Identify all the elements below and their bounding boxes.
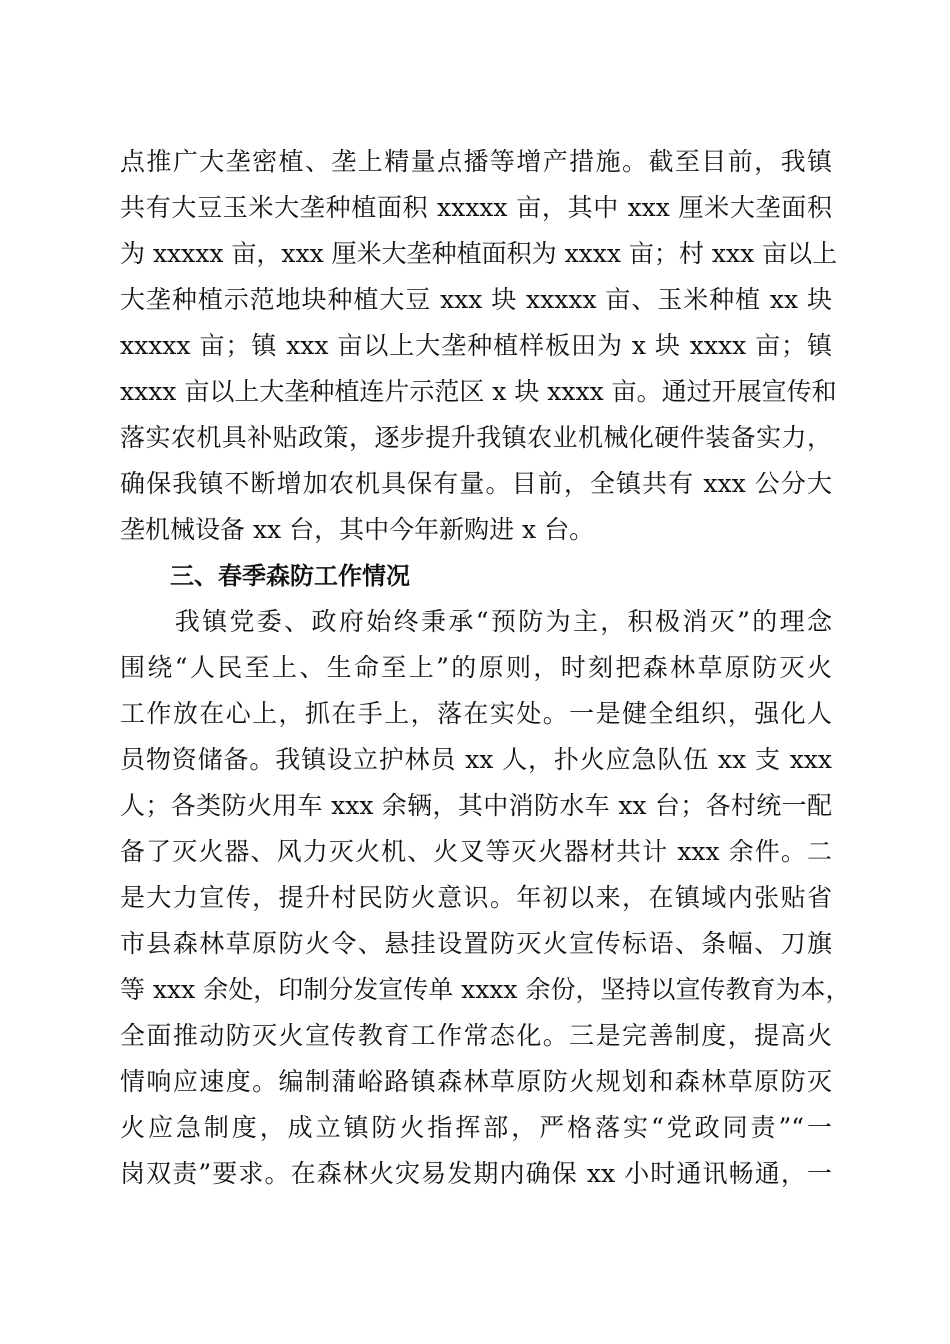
paragraph-line: 确保我镇不断增加农机具保有量。目前，全镇共有 xxx 公分大: [120, 469, 832, 498]
paragraph-line: 备了灭火器、风力灭火机、火叉等灭火器材共计 xxx 余件。二: [120, 837, 832, 866]
paragraph-line: xxxx 亩以上大垄种植连片示范区 x 块 xxxx 亩。通过开展宣传和: [120, 377, 837, 406]
paragraph-line: 共有大豆玉米大垄种植面积 xxxxx 亩，其中 xxx 厘米大垄面积: [120, 193, 832, 222]
paragraph-line: 围绕“人民至上、生命至上”的原则，时刻把森林草原防灭火: [120, 653, 832, 682]
paragraph-line: 情响应速度。编制蒲峪路镇森林草原防火规划和森林草原防灭: [120, 1067, 832, 1096]
paragraph-line: xxxxx 亩；镇 xxx 亩以上大垄种植样板田为 x 块 xxxx 亩；镇: [120, 331, 832, 360]
paragraph-line: 我镇党委、政府始终秉承“预防为主，积极消灭”的理念: [120, 607, 832, 636]
paragraph-line: 是大力宣传，提升村民防火意识。年初以来，在镇域内张贴省: [120, 883, 832, 912]
paragraph-line: 垄机械设备 xx 台，其中今年新购进 x 台。: [120, 515, 595, 544]
paragraph-line: 员物资储备。我镇设立护林员 xx 人，扑火应急队伍 xx 支 xxx: [120, 745, 832, 774]
paragraph-line: 点推广大垄密植、垄上精量点播等增产措施。截至目前，我镇: [120, 147, 832, 176]
paragraph-line: 为 xxxxx 亩，xxx 厘米大垄种植面积为 xxxx 亩；村 xxx 亩以上: [120, 239, 838, 268]
paragraph-line: 等 xxx 余处，印制分发宣传单 xxxx 余份，坚持以宣传教育为本，: [120, 975, 851, 1004]
paragraph-line: 岗双责”要求。在森林火灾易发期内确保 xx 小时通讯畅通，一: [120, 1159, 832, 1188]
paragraph-line: 工作放在心上，抓在手上，落在实处。一是健全组织，强化人: [120, 699, 832, 728]
paragraph-line: 落实农机具补贴政策，逐步提升我镇农业机械化硬件装备实力，: [120, 423, 832, 452]
paragraph-line: 全面推动防灭火宣传教育工作常态化。三是完善制度，提高火: [120, 1021, 832, 1050]
paragraph-line: 火应急制度，成立镇防火指挥部，严格落实“党政同责”“一: [120, 1113, 832, 1142]
paragraph-line: 人；各类防火用车 xxx 余辆，其中消防水车 xx 台；各村统一配: [120, 791, 832, 820]
paragraph-line: 市县森林草原防火令、悬挂设置防灭火宣传标语、条幅、刀旗: [120, 929, 832, 958]
paragraph-line: 大垄种植示范地块种植大豆 xxx 块 xxxxx 亩、玉米种植 xx 块: [120, 285, 832, 314]
section-heading: 三、春季森防工作情况: [170, 562, 410, 590]
